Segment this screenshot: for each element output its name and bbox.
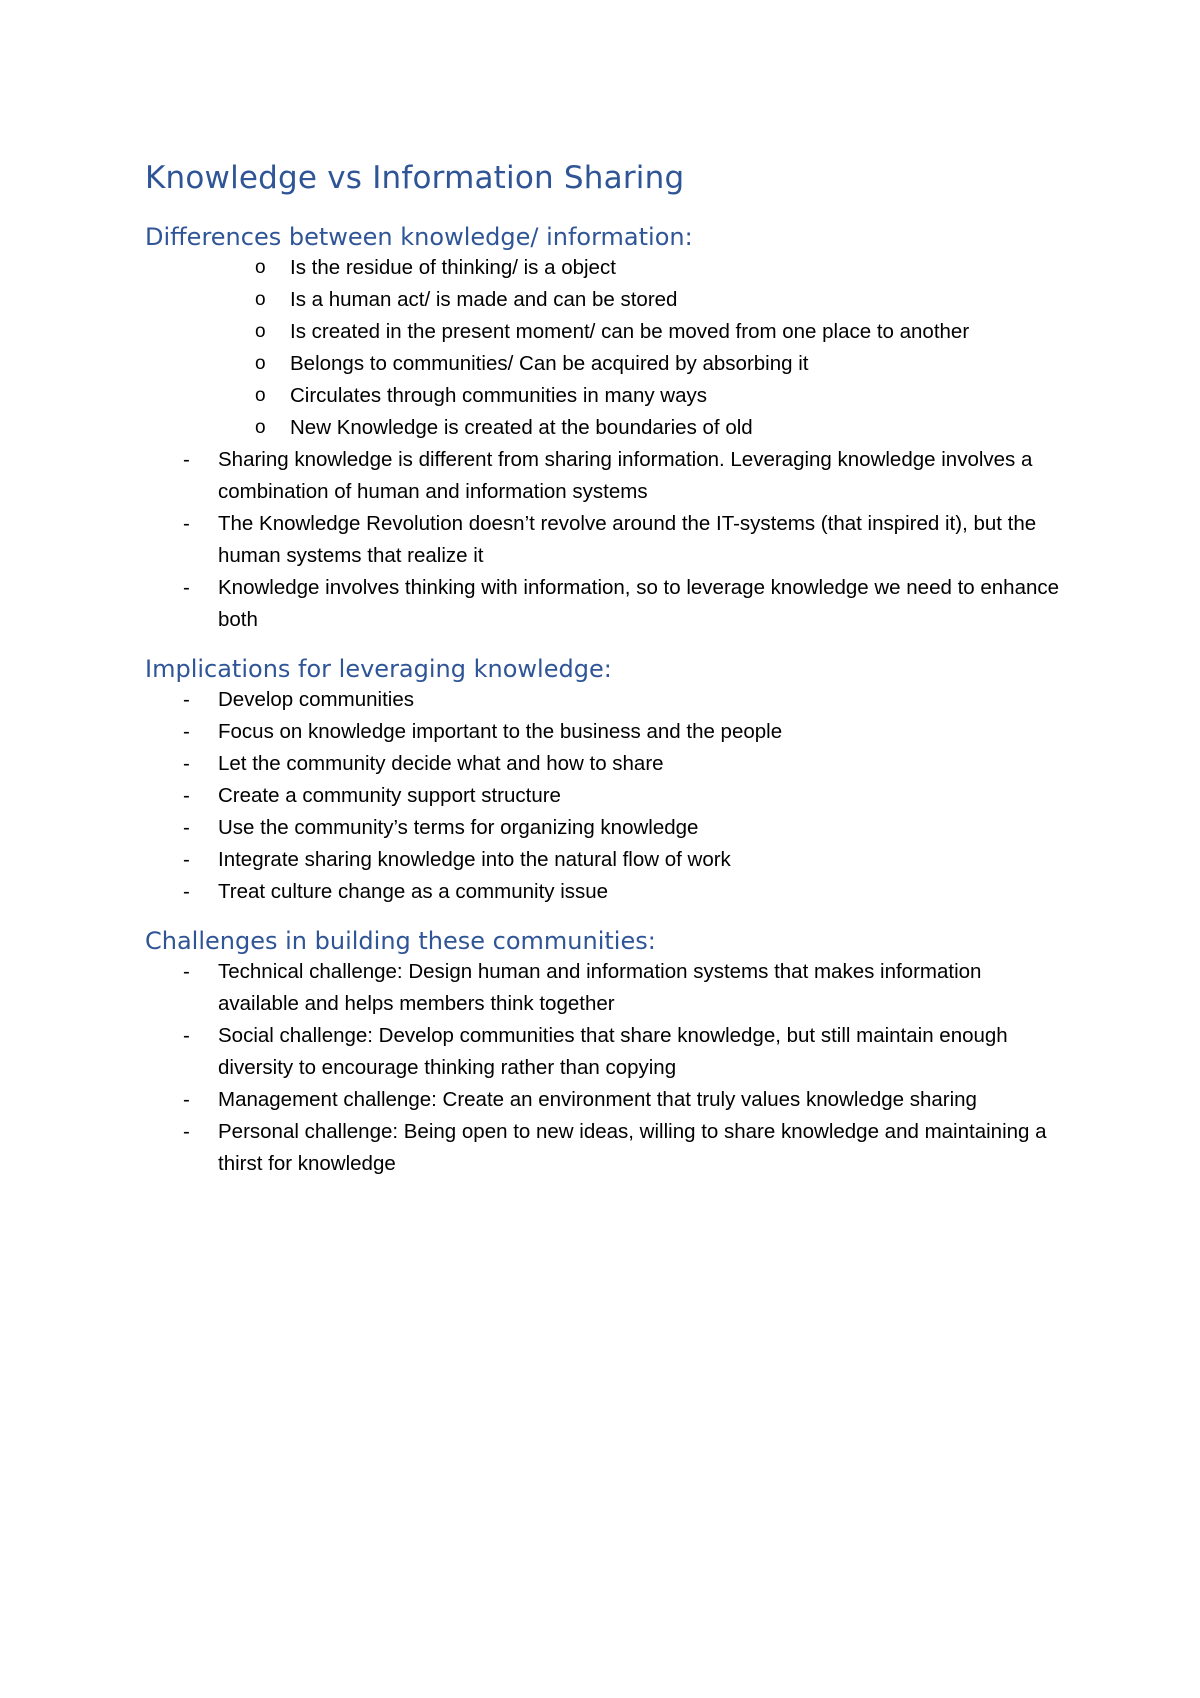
list-item xyxy=(145,956,1065,1020)
bullet-list xyxy=(145,956,1065,1180)
list-item xyxy=(145,412,1065,444)
list-item-text: Management challenge: Create an environment that truly values knowledge sharing xyxy=(218,1088,977,1112)
section-implications xyxy=(145,654,1065,908)
circle-bullet-icon: o xyxy=(255,289,266,311)
circle-bullet-icon: o xyxy=(255,321,266,343)
list-item xyxy=(145,780,1065,812)
dash-bullet-icon: - xyxy=(183,784,190,808)
list-item xyxy=(145,716,1065,748)
dash-bullet-icon: - xyxy=(183,720,190,744)
list-item-text: Technical challenge: Design human and information systems that makes information available and helps members think together xyxy=(218,960,982,1016)
list-item xyxy=(145,508,1065,572)
dash-bullet-icon: - xyxy=(183,816,190,840)
list-item-text: Is a human act/ is made and can be stored xyxy=(290,288,678,312)
dash-bullet-icon: - xyxy=(183,960,190,984)
list-item-text: Personal challenge: Being open to new ideas, willing to share knowledge and maintaining a thirst for knowledge xyxy=(218,1120,1047,1176)
list-item xyxy=(145,748,1065,780)
section-heading: Implications for leveraging knowledge: xyxy=(145,655,612,684)
list-item-text: Treat culture change as a community issue xyxy=(218,880,609,904)
document-content xyxy=(145,160,1065,1198)
list-item xyxy=(145,1020,1065,1084)
dash-bullet-icon: - xyxy=(183,880,190,904)
dash-bullet-icon: - xyxy=(183,576,190,600)
list-item-text: Create a community support structure xyxy=(218,784,561,808)
section-heading: Challenges in building these communities: xyxy=(145,927,656,956)
list-item-text: Is the residue of thinking/ is a object xyxy=(290,256,616,280)
list-item xyxy=(145,876,1065,908)
list-item xyxy=(145,844,1065,876)
list-item xyxy=(145,1084,1065,1116)
dash-bullet-icon: - xyxy=(183,1120,190,1144)
list-item-text: Belongs to communities/ Can be acquired by absorbing it xyxy=(290,352,809,376)
section-differences xyxy=(145,222,1065,636)
list-item-text: New Knowledge is created at the boundaries of old xyxy=(290,416,753,440)
dash-bullet-icon: - xyxy=(183,512,190,536)
document-title: Knowledge vs Information Sharing xyxy=(145,160,685,196)
circle-bullet-icon: o xyxy=(255,257,266,279)
circle-bullet-icon: o xyxy=(255,353,266,375)
list-item xyxy=(145,380,1065,412)
list-item xyxy=(145,348,1065,380)
list-item-text: Focus on knowledge important to the business and the people xyxy=(218,720,783,744)
list-item-text: Is created in the present moment/ can be moved from one place to another xyxy=(290,320,970,344)
bullet-list xyxy=(145,684,1065,908)
bullet-list xyxy=(145,252,1065,636)
section-challenges xyxy=(145,926,1065,1180)
list-item-text: Circulates through communities in many ways xyxy=(290,384,707,408)
list-item xyxy=(145,1116,1065,1180)
circle-bullet-icon: o xyxy=(255,417,266,439)
list-item xyxy=(145,812,1065,844)
list-item-text: Integrate sharing knowledge into the natural flow of work xyxy=(218,848,731,872)
list-item-text: Sharing knowledge is different from sharing information. Leveraging knowledge involves a combination of human and information systems xyxy=(218,448,1033,504)
dash-bullet-icon: - xyxy=(183,1088,190,1112)
list-item-text: Let the community decide what and how to share xyxy=(218,752,664,776)
list-item-text: The Knowledge Revolution doesn’t revolve around the IT-systems (that inspired it), but the human systems that realize it xyxy=(218,512,1037,568)
dash-bullet-icon: - xyxy=(183,848,190,872)
list-item xyxy=(145,444,1065,508)
list-item xyxy=(145,572,1065,636)
list-item-text: Develop communities xyxy=(218,688,414,712)
dash-bullet-icon: - xyxy=(183,752,190,776)
list-item xyxy=(145,316,1065,348)
list-item xyxy=(145,684,1065,716)
list-item-text: Use the community’s terms for organizing knowledge xyxy=(218,816,699,840)
section-heading: Differences between knowledge/ information: xyxy=(145,223,693,252)
circle-bullet-icon: o xyxy=(255,385,266,407)
list-item xyxy=(145,252,1065,284)
dash-bullet-icon: - xyxy=(183,448,190,472)
dash-bullet-icon: - xyxy=(183,1024,190,1048)
list-item-text: Social challenge: Develop communities that share knowledge, but still maintain enough diversity to encourage thinking rather than copying xyxy=(218,1024,1008,1080)
list-item-text: Knowledge involves thinking with information, so to leverage knowledge we need to enhance both xyxy=(218,576,1060,632)
dash-bullet-icon: - xyxy=(183,688,190,712)
list-item xyxy=(145,284,1065,316)
